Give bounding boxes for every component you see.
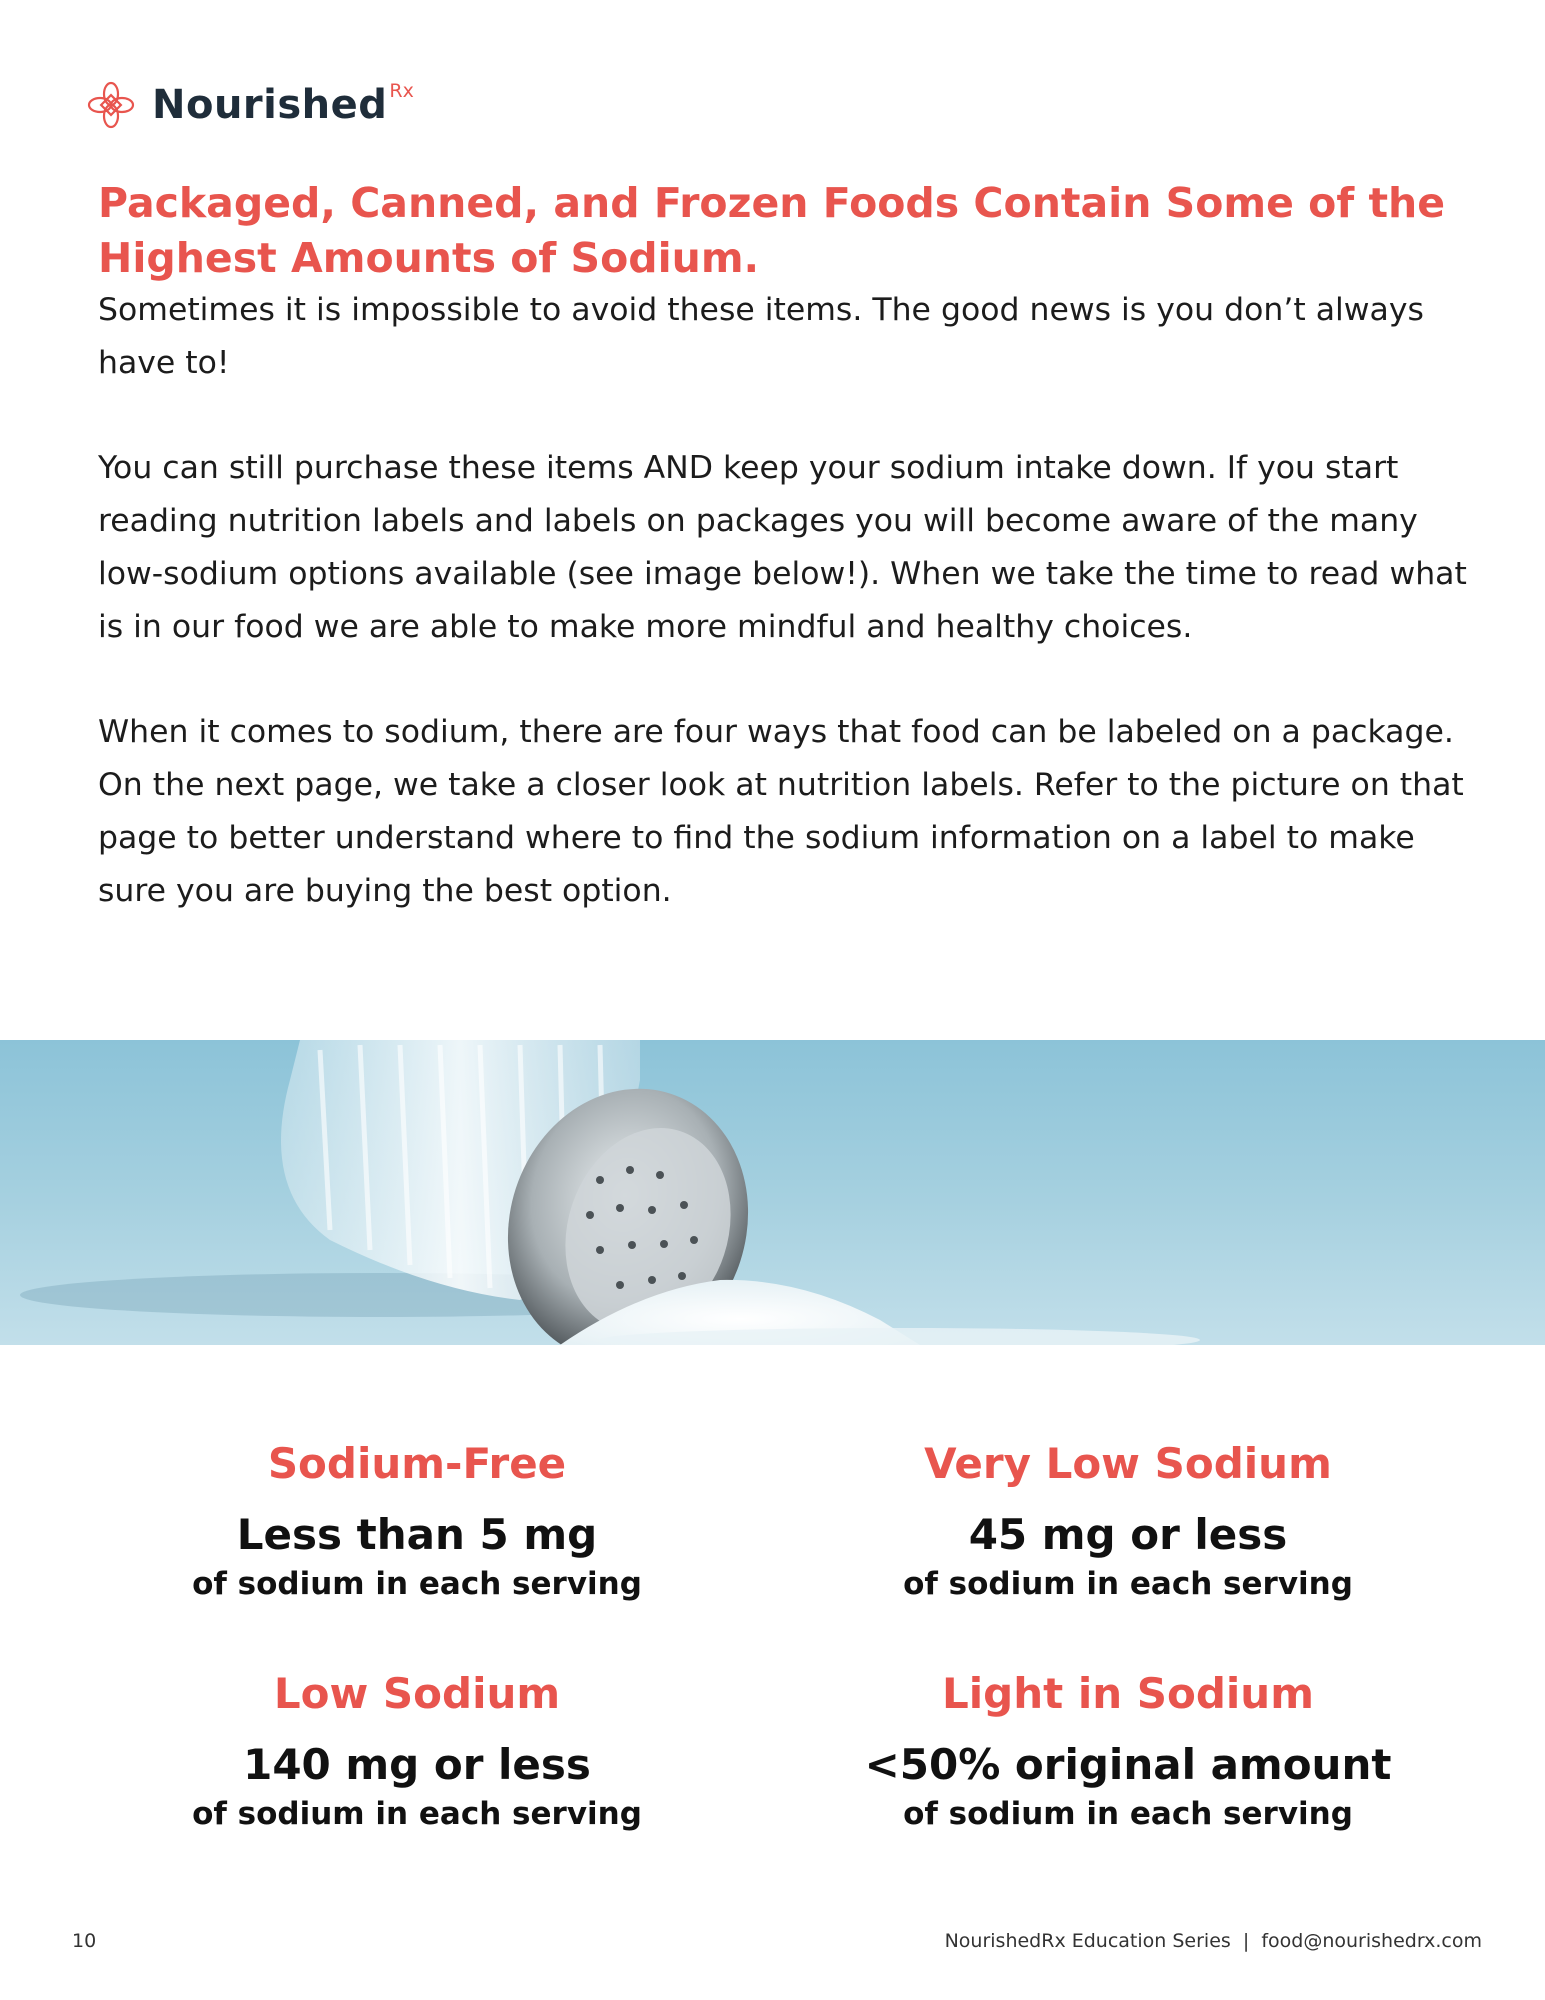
category-very-low-sodium: [768, 1436, 1488, 1606]
paragraph: When it comes to sodium, there are four ways that food can be labeled on a package. On the next page, we take a closer look at nutrition labels. Refer to the picture on that page to better understand where to find the sodium information on a label to make sure you are buying the best option.: [98, 714, 1464, 909]
category-description: of sodium in each serving: [192, 1566, 642, 1602]
category-title: Light in Sodium: [942, 1669, 1314, 1718]
category-title: Sodium-Free: [267, 1439, 567, 1488]
paragraph: You can still purchase these items AND keep your sodium intake down. If you start reading nutrition labels and labels on packages you will become aware of the many low-sodium options available (see image below!). When we take the time to read what is in our food we are able to make more mindful and healthy choices.: [98, 450, 1467, 645]
brand-logo: [86, 80, 414, 130]
category-description: of sodium in each serving: [903, 1796, 1353, 1832]
category-amount: Less than 5 mg: [236, 1510, 598, 1559]
brand-superscript: Rx: [389, 80, 414, 102]
category-amount: 140 mg or less: [243, 1740, 591, 1789]
paragraph: Sometimes it is impossible to avoid these items. The good news is you don’t always have to!: [98, 292, 1424, 381]
salt-shaker-photo: [0, 1040, 1545, 1345]
category-sodium-free: [57, 1436, 777, 1606]
flower-icon: [86, 80, 136, 130]
footer-series: NourishedRx Education Series | food@nourishedrx.com: [944, 1930, 1482, 1952]
body-text: [98, 284, 1478, 970]
category-low-sodium: [57, 1666, 777, 1836]
category-description: of sodium in each serving: [192, 1796, 642, 1832]
brand-name: Nourished: [152, 82, 388, 128]
category-amount: 45 mg or less: [968, 1510, 1288, 1559]
category-light-in-sodium: [768, 1666, 1488, 1836]
category-description: of sodium in each serving: [903, 1566, 1353, 1602]
category-amount: <50% original amount: [864, 1740, 1392, 1789]
category-title: Low Sodium: [273, 1669, 561, 1718]
category-title: Very Low Sodium: [924, 1439, 1332, 1488]
page-headline: Packaged, Canned, and Frozen Foods Contain Some of the Highest Amounts of Sodium.: [98, 179, 1446, 282]
page-number: 10: [72, 1930, 97, 1952]
